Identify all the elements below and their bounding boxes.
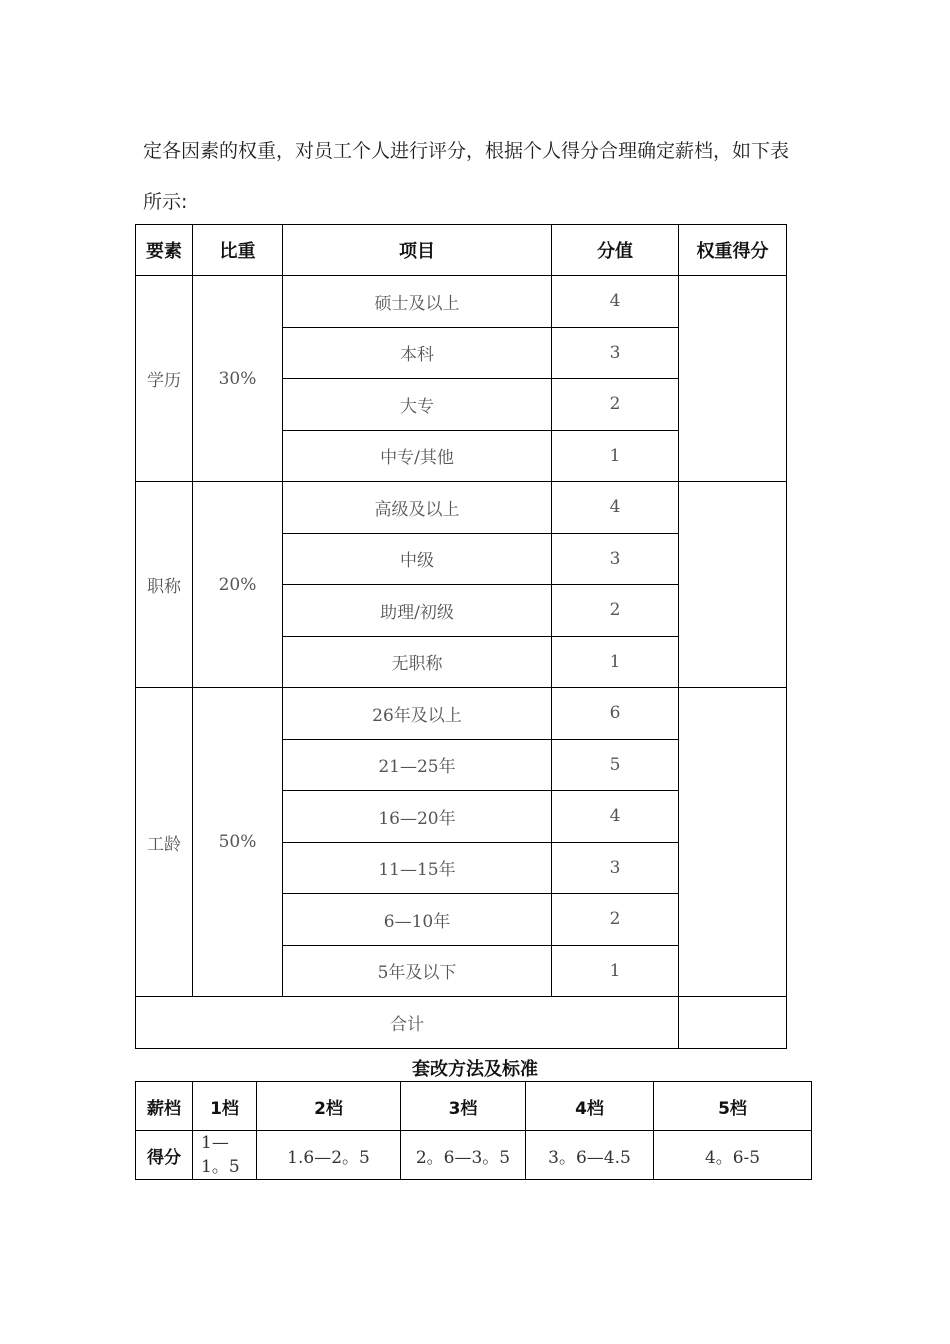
score-cell: 4: [552, 791, 679, 843]
score-range-cell: 3。6—4.5: [526, 1131, 654, 1180]
score-cell: 3: [552, 327, 679, 379]
score-cell: 4: [552, 276, 679, 328]
item-cell: 助理/初级: [283, 585, 552, 637]
score-cell: 3: [552, 842, 679, 894]
score-range-cell: 1— 1。5: [193, 1131, 257, 1180]
item-cell: 硕士及以上: [283, 276, 552, 328]
table-row: [136, 276, 787, 328]
grade-table: [135, 1081, 812, 1180]
score-cell: 2: [552, 585, 679, 637]
header-weight: 比重: [193, 225, 283, 276]
intro-line-2: 所示:: [143, 191, 188, 213]
item-cell: 21—25年: [283, 739, 552, 791]
grade-row: [136, 1082, 812, 1131]
score-cell: 4: [552, 482, 679, 534]
item-cell: 高级及以上: [283, 482, 552, 534]
item-cell: 5年及以下: [283, 945, 552, 997]
header-weighted-score: 权重得分: [679, 225, 787, 276]
item-cell: 16—20年: [283, 791, 552, 843]
score-range-cell: 2。6—3。5: [401, 1131, 526, 1180]
score-cell: 3: [552, 533, 679, 585]
header-row: [136, 225, 787, 276]
score-range-label: 得分: [136, 1131, 193, 1180]
weight-cell: 20%: [193, 482, 283, 688]
grade-cell: 3档: [401, 1082, 526, 1131]
grade-cell: 2档: [257, 1082, 401, 1131]
factor-cell: 职称: [136, 482, 193, 688]
grade-table-caption: 套改方法及标准: [412, 1059, 538, 1080]
score-cell: 5: [552, 739, 679, 791]
score-cell: 1: [552, 636, 679, 688]
scoring-table: [135, 224, 787, 1049]
score-cell: 1: [552, 430, 679, 482]
table-row: [136, 482, 787, 534]
item-cell: 无职称: [283, 636, 552, 688]
weighted-score-cell: [679, 482, 787, 688]
factor-cell: 工龄: [136, 688, 193, 997]
item-cell: 本科: [283, 327, 552, 379]
grade-cell: 5档: [654, 1082, 812, 1131]
table-row: [136, 688, 787, 740]
score-cell: 1: [552, 945, 679, 997]
item-cell: 中级: [283, 533, 552, 585]
item-cell: 11—15年: [283, 842, 552, 894]
score-range-cell: 1.6—2。5: [257, 1131, 401, 1180]
score-cell: 6: [552, 688, 679, 740]
item-cell: 6—10年: [283, 894, 552, 946]
score-cell: 2: [552, 894, 679, 946]
score-cell: 2: [552, 379, 679, 431]
total-row: [136, 997, 787, 1049]
item-cell: 大专: [283, 379, 552, 431]
grade-cell: 1档: [193, 1082, 257, 1131]
weighted-score-cell: [679, 276, 787, 482]
header-item: 项目: [283, 225, 552, 276]
score-range-row: [136, 1131, 812, 1180]
total-label: 合计: [136, 997, 679, 1049]
grade-cell: 4档: [526, 1082, 654, 1131]
grade-label: 薪档: [136, 1082, 193, 1131]
weight-cell: 50%: [193, 688, 283, 997]
header-score: 分值: [552, 225, 679, 276]
weight-cell: 30%: [193, 276, 283, 482]
item-cell: 26年及以上: [283, 688, 552, 740]
intro-line-1: 定各因素的权重，对员工个人进行评分，根据个人得分合理确定薪档，如下表: [143, 140, 790, 162]
total-value-cell: [679, 997, 787, 1049]
item-cell: 中专/其他: [283, 430, 552, 482]
score-range-cell: 4。6-5: [654, 1131, 812, 1180]
weighted-score-cell: [679, 688, 787, 997]
header-factor: 要素: [136, 225, 193, 276]
factor-cell: 学历: [136, 276, 193, 482]
